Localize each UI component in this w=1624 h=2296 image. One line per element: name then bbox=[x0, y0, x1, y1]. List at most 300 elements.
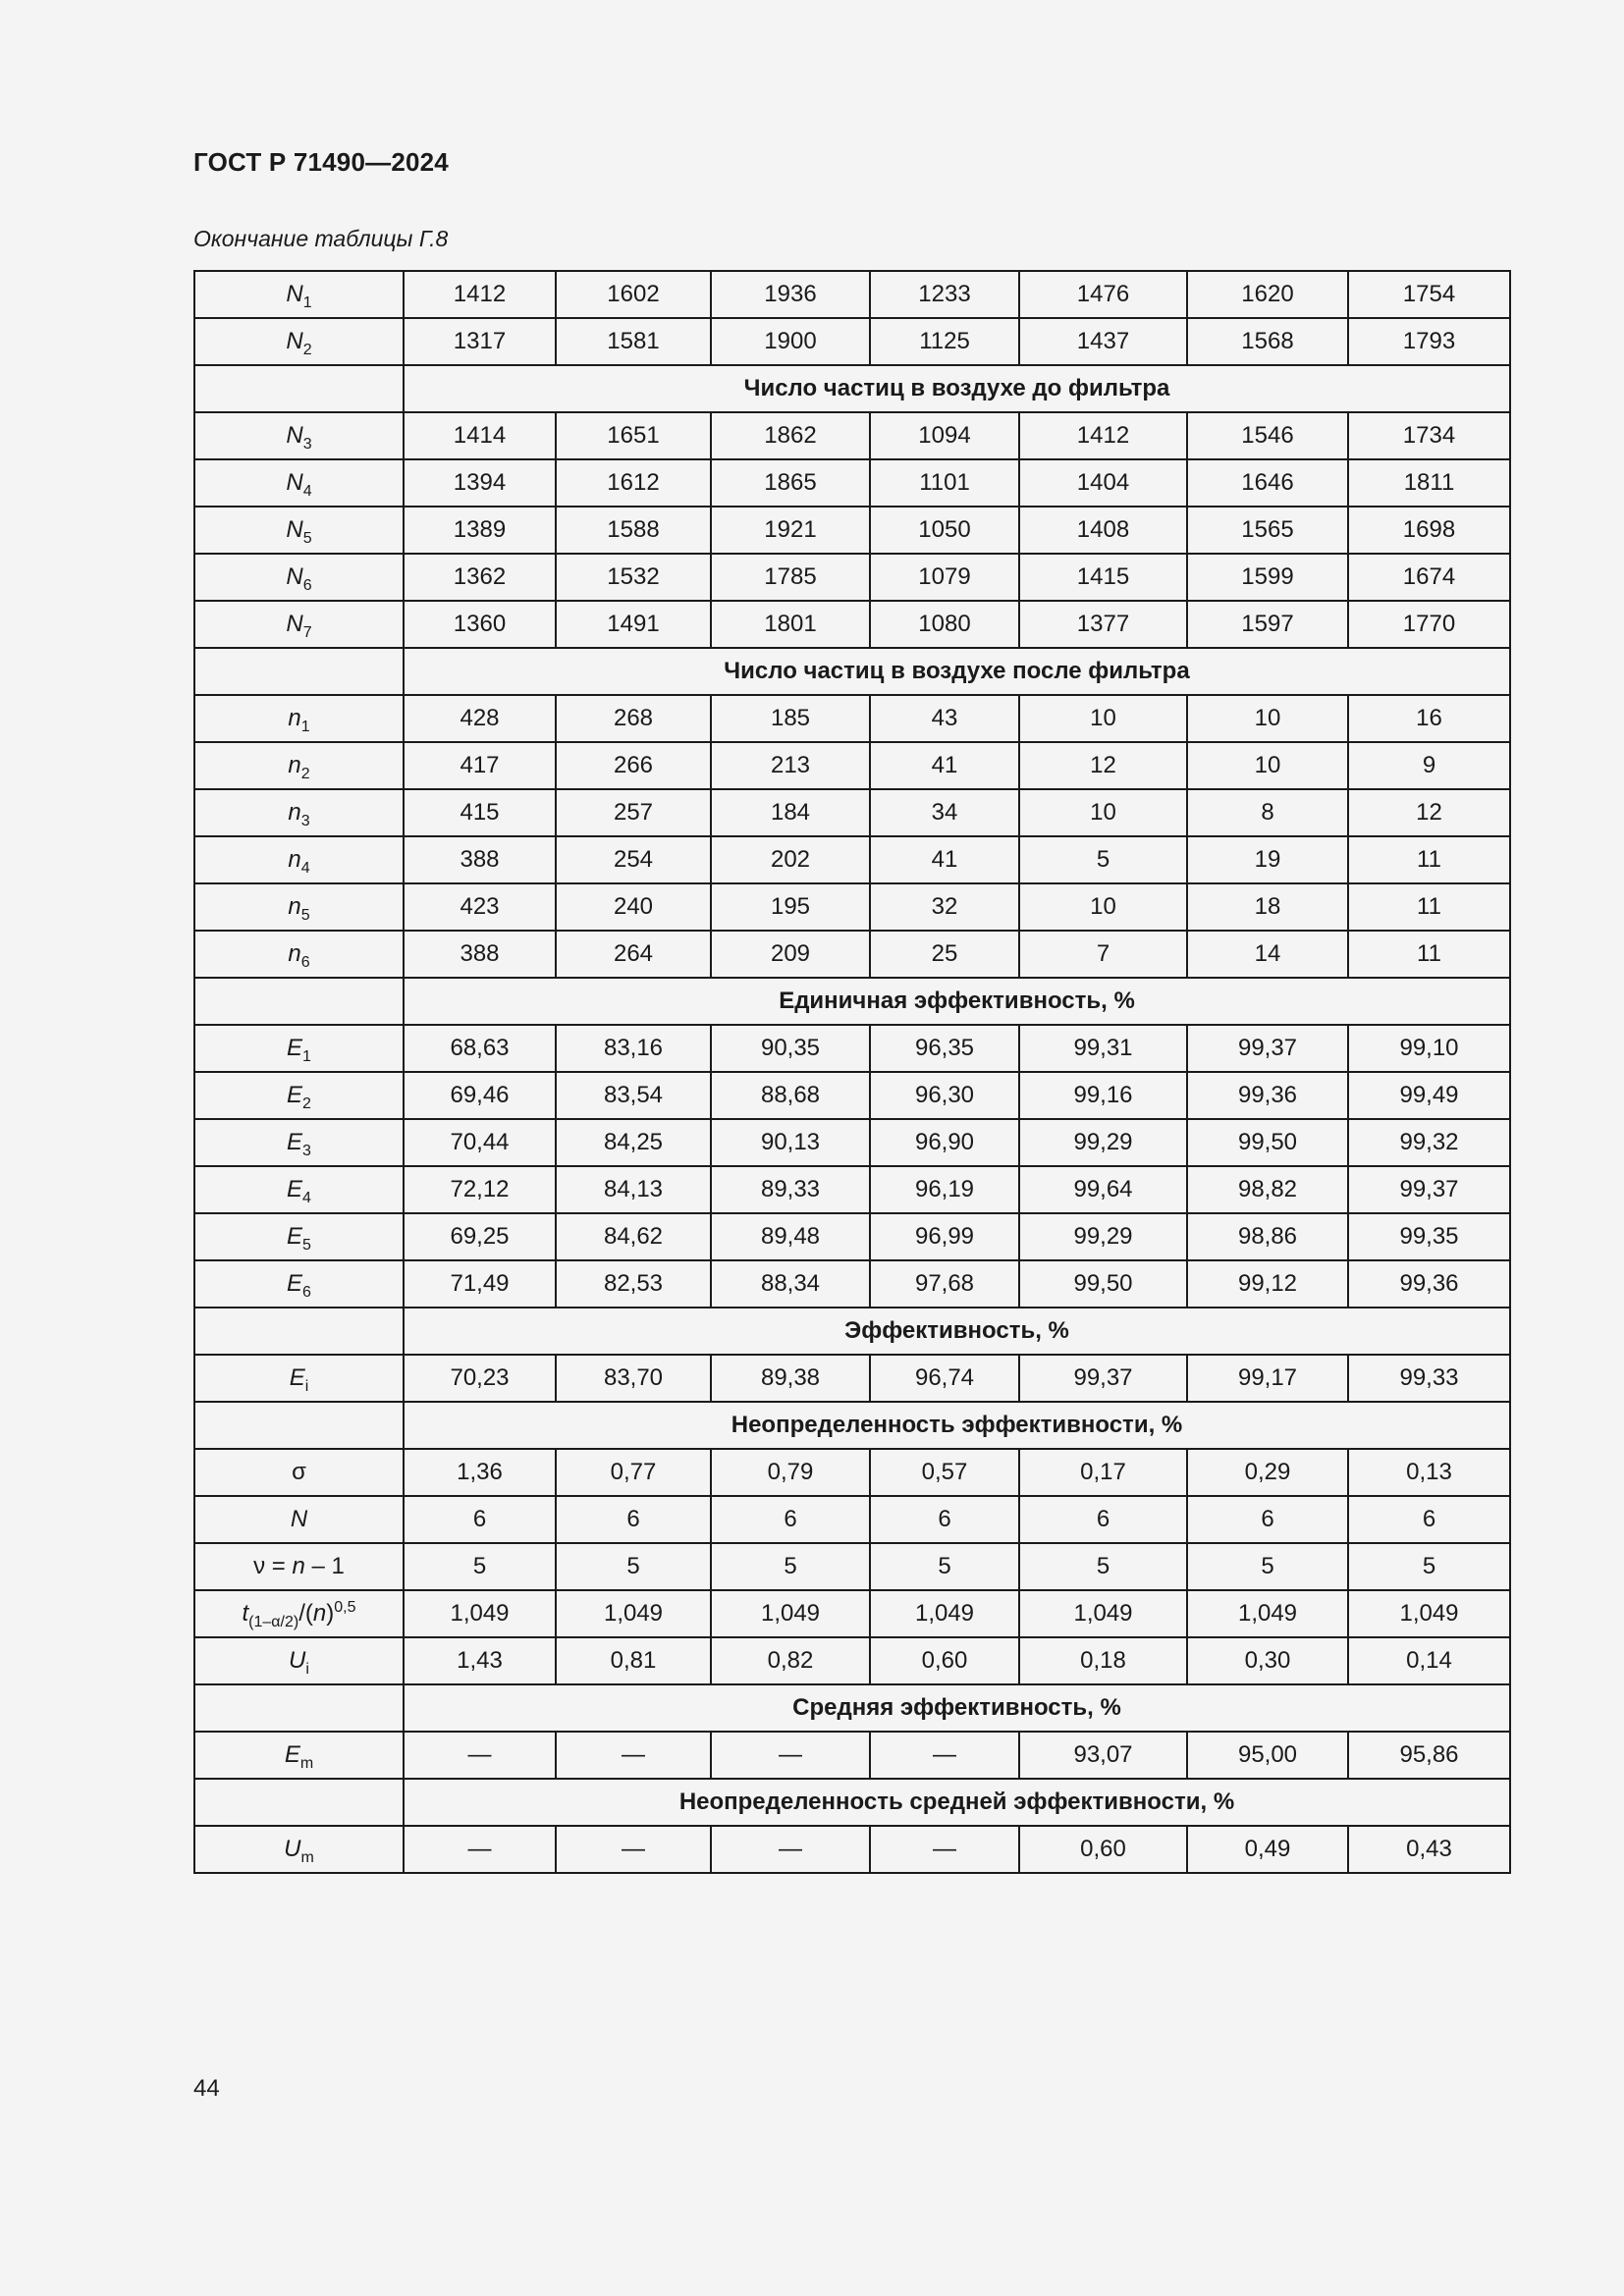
table-cell: 5 bbox=[1019, 836, 1187, 883]
table-cell: 99,36 bbox=[1187, 1072, 1348, 1119]
table-cell: 0,81 bbox=[556, 1637, 711, 1684]
table-cell: 5 bbox=[556, 1543, 711, 1590]
table-cell: 1734 bbox=[1348, 412, 1510, 459]
table-cell: 1094 bbox=[870, 412, 1019, 459]
table-row bbox=[194, 1119, 1510, 1166]
table-cell: 71,49 bbox=[404, 1260, 556, 1308]
table-cell: 1404 bbox=[1019, 459, 1187, 507]
table-cell: 99,37 bbox=[1348, 1166, 1510, 1213]
table-cell: 83,70 bbox=[556, 1355, 711, 1402]
table-cell: 0,29 bbox=[1187, 1449, 1348, 1496]
table-cell: 96,74 bbox=[870, 1355, 1019, 1402]
table-cell: 1811 bbox=[1348, 459, 1510, 507]
table-cell: 1476 bbox=[1019, 271, 1187, 318]
table-cell: 1362 bbox=[404, 554, 556, 601]
label-subscript: 4 bbox=[300, 859, 310, 877]
table-cell: 1079 bbox=[870, 554, 1019, 601]
table-cell: 5 bbox=[404, 1543, 556, 1590]
row-label bbox=[194, 507, 404, 554]
table-cell: 1,049 bbox=[870, 1590, 1019, 1637]
table-cell: 96,19 bbox=[870, 1166, 1019, 1213]
table-cell: 89,48 bbox=[711, 1213, 870, 1260]
row-label bbox=[194, 412, 404, 459]
row-label bbox=[194, 1684, 404, 1732]
table-cell: 1377 bbox=[1019, 601, 1187, 648]
table-cell: 1,049 bbox=[556, 1590, 711, 1637]
label-subscript: 4 bbox=[302, 1189, 311, 1206]
label-subscript: 3 bbox=[300, 812, 310, 829]
row-label bbox=[194, 1402, 404, 1449]
label-symbol: E bbox=[287, 1222, 303, 1250]
label-symbol: n bbox=[288, 704, 301, 731]
label-symbol: U bbox=[284, 1835, 301, 1862]
table-row bbox=[194, 836, 1510, 883]
table-cell: 69,46 bbox=[404, 1072, 556, 1119]
row-label bbox=[194, 931, 404, 978]
label-subscript: i bbox=[304, 1377, 309, 1395]
table-row bbox=[194, 1496, 1510, 1543]
row-label bbox=[194, 554, 404, 601]
table-cell: 1,049 bbox=[1348, 1590, 1510, 1637]
label-symbol: N bbox=[286, 280, 303, 307]
table-cell: 1101 bbox=[870, 459, 1019, 507]
table-cell: 5 bbox=[711, 1543, 870, 1590]
table-cell: 1754 bbox=[1348, 271, 1510, 318]
table-cell: 1233 bbox=[870, 271, 1019, 318]
label-subscript: m bbox=[299, 1754, 314, 1772]
document-header: ГОСТ Р 71490—2024 bbox=[193, 147, 449, 177]
table-cell: 10 bbox=[1019, 695, 1187, 742]
table-cell: 0,57 bbox=[870, 1449, 1019, 1496]
table-cell: 19 bbox=[1187, 836, 1348, 883]
table-row bbox=[194, 789, 1510, 836]
table-row bbox=[194, 412, 1510, 459]
label-symbol: σ bbox=[292, 1458, 306, 1485]
label-symbol: E bbox=[284, 1740, 300, 1768]
label-symbol: N bbox=[286, 327, 303, 354]
table-row bbox=[194, 695, 1510, 742]
table-cell: 25 bbox=[870, 931, 1019, 978]
label-symbol: N bbox=[286, 468, 303, 496]
table-cell: 1,049 bbox=[711, 1590, 870, 1637]
section-row bbox=[194, 1779, 1510, 1826]
table-cell: 99,64 bbox=[1019, 1166, 1187, 1213]
row-label bbox=[194, 1355, 404, 1402]
table-row bbox=[194, 271, 1510, 318]
table-row bbox=[194, 1590, 1510, 1637]
table-cell: 6 bbox=[404, 1496, 556, 1543]
label-subscript: 1 bbox=[302, 1047, 311, 1065]
table-row bbox=[194, 1072, 1510, 1119]
label-symbol: t bbox=[242, 1599, 249, 1627]
label-subscript: 5 bbox=[302, 1236, 311, 1254]
table-cell: 1565 bbox=[1187, 507, 1348, 554]
table-cell: 1360 bbox=[404, 601, 556, 648]
page-number: 44 bbox=[193, 2075, 220, 2102]
table-cell: 99,50 bbox=[1187, 1119, 1348, 1166]
table-cell: 97,68 bbox=[870, 1260, 1019, 1308]
table-cell: 5 bbox=[1348, 1543, 1510, 1590]
table-cell: 89,33 bbox=[711, 1166, 870, 1213]
table-cell: 1921 bbox=[711, 507, 870, 554]
table-row bbox=[194, 507, 1510, 554]
table-cell: 266 bbox=[556, 742, 711, 789]
row-label bbox=[194, 459, 404, 507]
table-cell: — bbox=[556, 1826, 711, 1873]
table-cell: 213 bbox=[711, 742, 870, 789]
label-subscript: 6 bbox=[302, 1283, 311, 1301]
table-cell: 9 bbox=[1348, 742, 1510, 789]
table-row bbox=[194, 1355, 1510, 1402]
table-cell: 1793 bbox=[1348, 318, 1510, 365]
table-cell: 1568 bbox=[1187, 318, 1348, 365]
table-cell: — bbox=[556, 1732, 711, 1779]
table-cell: 14 bbox=[1187, 931, 1348, 978]
label-variable: n bbox=[292, 1552, 305, 1579]
table-row bbox=[194, 1166, 1510, 1213]
label-symbol: N bbox=[286, 421, 303, 449]
row-label bbox=[194, 601, 404, 648]
table-cell: — bbox=[711, 1732, 870, 1779]
table-cell: 16 bbox=[1348, 695, 1510, 742]
table-cell: 99,12 bbox=[1187, 1260, 1348, 1308]
label-rest: /( bbox=[298, 1599, 313, 1627]
section-row bbox=[194, 1402, 1510, 1449]
table-cell: 88,34 bbox=[711, 1260, 870, 1308]
table-cell: 184 bbox=[711, 789, 870, 836]
row-label bbox=[194, 1590, 404, 1637]
row-label bbox=[194, 836, 404, 883]
label-subscript: 3 bbox=[302, 1142, 311, 1159]
table-cell: 1588 bbox=[556, 507, 711, 554]
label-superscript: 0,5 bbox=[334, 1598, 356, 1616]
section-title: Эффективность, % bbox=[404, 1308, 1510, 1355]
table-cell: 0,43 bbox=[1348, 1826, 1510, 1873]
table-cell: 240 bbox=[556, 883, 711, 931]
table-cell: 423 bbox=[404, 883, 556, 931]
table-cell: 0,30 bbox=[1187, 1637, 1348, 1684]
table-cell: 1862 bbox=[711, 412, 870, 459]
table-cell: 84,62 bbox=[556, 1213, 711, 1260]
row-label bbox=[194, 1732, 404, 1779]
table-cell: 12 bbox=[1019, 742, 1187, 789]
table-cell: 1389 bbox=[404, 507, 556, 554]
label-symbol: n bbox=[288, 939, 301, 967]
table-cell: 0,18 bbox=[1019, 1637, 1187, 1684]
label-subscript: 1 bbox=[300, 718, 310, 735]
table-cell: 1415 bbox=[1019, 554, 1187, 601]
table-cell: 1597 bbox=[1187, 601, 1348, 648]
section-row bbox=[194, 1308, 1510, 1355]
table-row bbox=[194, 554, 1510, 601]
table-cell: 417 bbox=[404, 742, 556, 789]
table-row bbox=[194, 1260, 1510, 1308]
table-cell: 1080 bbox=[870, 601, 1019, 648]
table-cell: 0,79 bbox=[711, 1449, 870, 1496]
table-cell: 5 bbox=[1187, 1543, 1348, 1590]
label-symbol: N bbox=[286, 562, 303, 590]
row-label bbox=[194, 883, 404, 931]
table-cell: 1,049 bbox=[1019, 1590, 1187, 1637]
table-cell: 268 bbox=[556, 695, 711, 742]
row-label bbox=[194, 318, 404, 365]
table-cell: 6 bbox=[1348, 1496, 1510, 1543]
table-cell: 99,29 bbox=[1019, 1213, 1187, 1260]
table-cell: 1599 bbox=[1187, 554, 1348, 601]
label-symbol: E bbox=[289, 1363, 305, 1391]
table-cell: 257 bbox=[556, 789, 711, 836]
table-cell: 6 bbox=[556, 1496, 711, 1543]
section-title: Неопределенность средней эффективности, % bbox=[404, 1779, 1510, 1826]
section-title: Число частиц в воздухе до фильтра bbox=[404, 365, 1510, 412]
table-cell: 99,37 bbox=[1019, 1355, 1187, 1402]
table-cell: 1674 bbox=[1348, 554, 1510, 601]
table-cell: 1602 bbox=[556, 271, 711, 318]
table-cell: 11 bbox=[1348, 931, 1510, 978]
row-label bbox=[194, 271, 404, 318]
table-cell: 99,10 bbox=[1348, 1025, 1510, 1072]
row-label bbox=[194, 1119, 404, 1166]
table-cell: 0,60 bbox=[1019, 1826, 1187, 1873]
table-cell: 1801 bbox=[711, 601, 870, 648]
row-label bbox=[194, 1308, 404, 1355]
table-cell: 1050 bbox=[870, 507, 1019, 554]
label-symbol: U bbox=[289, 1646, 306, 1674]
row-label bbox=[194, 1637, 404, 1684]
table-cell: 1532 bbox=[556, 554, 711, 601]
section-title: Неопределенность эффективности, % bbox=[404, 1402, 1510, 1449]
table-cell: 1936 bbox=[711, 271, 870, 318]
table-cell: — bbox=[870, 1732, 1019, 1779]
table-cell: 1412 bbox=[404, 271, 556, 318]
table-row bbox=[194, 1449, 1510, 1496]
table-row bbox=[194, 318, 1510, 365]
table-cell: 41 bbox=[870, 836, 1019, 883]
table-cell: 10 bbox=[1019, 883, 1187, 931]
label-subscript: 5 bbox=[300, 906, 310, 924]
table-cell: 84,13 bbox=[556, 1166, 711, 1213]
table-cell: 5 bbox=[1019, 1543, 1187, 1590]
table-cell: 388 bbox=[404, 931, 556, 978]
label-symbol: N bbox=[286, 515, 303, 543]
label-subscript: 7 bbox=[302, 623, 312, 641]
table-cell: 6 bbox=[1187, 1496, 1348, 1543]
table-cell: 90,35 bbox=[711, 1025, 870, 1072]
label-symbol: E bbox=[287, 1269, 303, 1297]
label-rest-end: ) bbox=[326, 1599, 335, 1627]
table-cell: 10 bbox=[1019, 789, 1187, 836]
table-cell: 72,12 bbox=[404, 1166, 556, 1213]
table-cell: 99,32 bbox=[1348, 1119, 1510, 1166]
table-cell: 1437 bbox=[1019, 318, 1187, 365]
table-cell: 1414 bbox=[404, 412, 556, 459]
table-cell: 99,16 bbox=[1019, 1072, 1187, 1119]
table-cell: 1651 bbox=[556, 412, 711, 459]
table-row bbox=[194, 1213, 1510, 1260]
table-cell: 95,00 bbox=[1187, 1732, 1348, 1779]
table-cell: 185 bbox=[711, 695, 870, 742]
table-cell: 6 bbox=[870, 1496, 1019, 1543]
table-cell: — bbox=[404, 1826, 556, 1873]
label-symbol: n bbox=[288, 798, 301, 826]
table-row bbox=[194, 883, 1510, 931]
label-subscript: 6 bbox=[302, 576, 312, 594]
table-cell: 93,07 bbox=[1019, 1732, 1187, 1779]
table-cell: 82,53 bbox=[556, 1260, 711, 1308]
table-cell: 90,13 bbox=[711, 1119, 870, 1166]
table-cell: 415 bbox=[404, 789, 556, 836]
table-cell: 1546 bbox=[1187, 412, 1348, 459]
row-label bbox=[194, 1260, 404, 1308]
table-cell: 1394 bbox=[404, 459, 556, 507]
label-subscript: 5 bbox=[302, 529, 312, 547]
table-cell: 1646 bbox=[1187, 459, 1348, 507]
table-cell: 96,35 bbox=[870, 1025, 1019, 1072]
row-label bbox=[194, 789, 404, 836]
table-cell: 1,049 bbox=[404, 1590, 556, 1637]
row-label bbox=[194, 1496, 404, 1543]
label-symbol: n bbox=[288, 751, 301, 778]
table-cell: 5 bbox=[870, 1543, 1019, 1590]
table-cell: 43 bbox=[870, 695, 1019, 742]
table-cell: 68,63 bbox=[404, 1025, 556, 1072]
section-row bbox=[194, 365, 1510, 412]
table-row bbox=[194, 1637, 1510, 1684]
table-cell: 99,31 bbox=[1019, 1025, 1187, 1072]
label-subscript: i bbox=[305, 1660, 309, 1678]
table-cell: 11 bbox=[1348, 883, 1510, 931]
row-label bbox=[194, 648, 404, 695]
table-cell: 69,25 bbox=[404, 1213, 556, 1260]
table-cell: 209 bbox=[711, 931, 870, 978]
table-cell: 0,60 bbox=[870, 1637, 1019, 1684]
row-label bbox=[194, 1025, 404, 1072]
table-cell: 1698 bbox=[1348, 507, 1510, 554]
row-label bbox=[194, 695, 404, 742]
table-cell: 0,49 bbox=[1187, 1826, 1348, 1873]
table-cell: 254 bbox=[556, 836, 711, 883]
table-cell: 1412 bbox=[1019, 412, 1187, 459]
table-row bbox=[194, 459, 1510, 507]
label-subscript: 2 bbox=[302, 341, 312, 358]
section-row bbox=[194, 978, 1510, 1025]
table-cell: 99,29 bbox=[1019, 1119, 1187, 1166]
label-symbol: E bbox=[287, 1081, 303, 1108]
table-cell: 1,049 bbox=[1187, 1590, 1348, 1637]
table-cell: 98,86 bbox=[1187, 1213, 1348, 1260]
row-label bbox=[194, 1543, 404, 1590]
table-cell: 202 bbox=[711, 836, 870, 883]
label-subscript: 1 bbox=[302, 294, 312, 311]
table-cell: 41 bbox=[870, 742, 1019, 789]
label-suffix: – 1 bbox=[304, 1552, 345, 1579]
table-cell: 84,25 bbox=[556, 1119, 711, 1166]
section-title: Единичная эффективность, % bbox=[404, 978, 1510, 1025]
table-row bbox=[194, 1025, 1510, 1072]
table-cell: 0,82 bbox=[711, 1637, 870, 1684]
table-caption: Окончание таблицы Г.8 bbox=[193, 226, 449, 251]
section-row bbox=[194, 1684, 1510, 1732]
table-cell: — bbox=[711, 1826, 870, 1873]
table-cell: 88,68 bbox=[711, 1072, 870, 1119]
table-cell: 6 bbox=[711, 1496, 870, 1543]
table-cell: 195 bbox=[711, 883, 870, 931]
table-cell: 99,37 bbox=[1187, 1025, 1348, 1072]
label-rest-variable: n bbox=[312, 1599, 327, 1627]
table-cell: 1,36 bbox=[404, 1449, 556, 1496]
label-symbol: n bbox=[288, 845, 301, 873]
row-label bbox=[194, 978, 404, 1025]
label-symbol: N bbox=[286, 610, 303, 637]
table-cell: 83,16 bbox=[556, 1025, 711, 1072]
label-subscript: 2 bbox=[302, 1095, 311, 1112]
table-cell: 34 bbox=[870, 789, 1019, 836]
label-subscript: 3 bbox=[302, 435, 312, 453]
table-cell: 96,30 bbox=[870, 1072, 1019, 1119]
table-cell: 70,23 bbox=[404, 1355, 556, 1402]
table-cell: 18 bbox=[1187, 883, 1348, 931]
table-cell: — bbox=[404, 1732, 556, 1779]
table-cell: 1581 bbox=[556, 318, 711, 365]
table-cell: 0,77 bbox=[556, 1449, 711, 1496]
label-subscript: m bbox=[300, 1848, 314, 1866]
table-cell: 70,44 bbox=[404, 1119, 556, 1166]
table-row bbox=[194, 742, 1510, 789]
table-cell: 99,17 bbox=[1187, 1355, 1348, 1402]
table-row bbox=[194, 1732, 1510, 1779]
table-cell: 99,50 bbox=[1019, 1260, 1187, 1308]
table-cell: 95,86 bbox=[1348, 1732, 1510, 1779]
label-subscript: 6 bbox=[300, 953, 310, 971]
table-row bbox=[194, 931, 1510, 978]
table-cell: 7 bbox=[1019, 931, 1187, 978]
table-cell: 96,99 bbox=[870, 1213, 1019, 1260]
table-cell: 388 bbox=[404, 836, 556, 883]
table-row bbox=[194, 601, 1510, 648]
table-cell: 1770 bbox=[1348, 601, 1510, 648]
table-row bbox=[194, 1826, 1510, 1873]
label-subscript: (1–α/2) bbox=[248, 1613, 299, 1630]
label-subscript: 2 bbox=[300, 765, 310, 782]
table-row bbox=[194, 1543, 1510, 1590]
label-symbol: ν = bbox=[253, 1552, 293, 1579]
label-symbol: E bbox=[287, 1034, 303, 1061]
label-symbol: n bbox=[288, 892, 301, 920]
table-cell: 83,54 bbox=[556, 1072, 711, 1119]
table-cell: 99,36 bbox=[1348, 1260, 1510, 1308]
table-cell: 6 bbox=[1019, 1496, 1187, 1543]
table-cell: 11 bbox=[1348, 836, 1510, 883]
label-symbol: E bbox=[287, 1175, 303, 1202]
table-cell: 428 bbox=[404, 695, 556, 742]
table-body bbox=[194, 271, 1510, 1873]
table-cell: 1125 bbox=[870, 318, 1019, 365]
row-label bbox=[194, 1213, 404, 1260]
results-table bbox=[193, 270, 1511, 1874]
table-cell: 0,14 bbox=[1348, 1637, 1510, 1684]
table-cell: 99,33 bbox=[1348, 1355, 1510, 1402]
table-cell: 1,43 bbox=[404, 1637, 556, 1684]
table-cell: 264 bbox=[556, 931, 711, 978]
table-cell: 0,17 bbox=[1019, 1449, 1187, 1496]
table-cell: 1620 bbox=[1187, 271, 1348, 318]
table-cell: 10 bbox=[1187, 742, 1348, 789]
table-cell: 12 bbox=[1348, 789, 1510, 836]
section-title: Число частиц в воздухе после фильтра bbox=[404, 648, 1510, 695]
table-cell: 98,82 bbox=[1187, 1166, 1348, 1213]
row-label bbox=[194, 1072, 404, 1119]
table-cell: 1865 bbox=[711, 459, 870, 507]
